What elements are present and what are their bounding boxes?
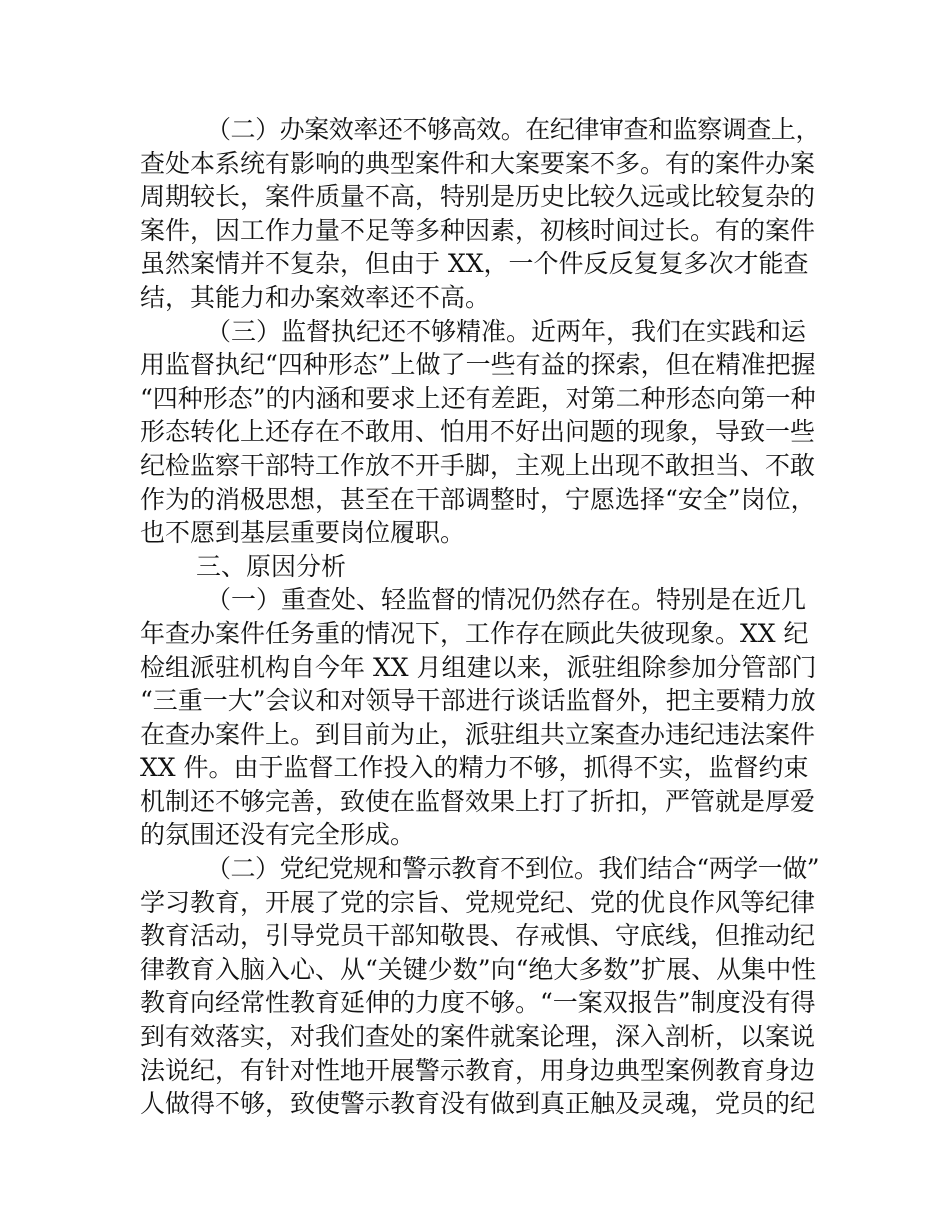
text-line: 学习教育，开展了党的宗旨、党规党纪、党的优良作风等纪律 <box>140 887 816 917</box>
text-line: （二）办案效率还不够高效。在纪律审查和监察调查上， <box>206 115 821 144</box>
text-line: 也不愿到基层重要岗位履职。 <box>140 518 466 548</box>
text-line: 结，其能力和办案效率还不高。 <box>140 282 491 312</box>
text-line: 机制还不够完善，致使在监督效果上打了折扣，严管就是厚爱 <box>140 786 816 816</box>
section-heading: 三、原因分析 <box>196 551 347 581</box>
text-line: “三重一大”会议和对领导干部进行谈话监督外，把主要精力放 <box>140 686 816 716</box>
text-line: （三）监督执纪还不够精准。近两年，我们在实践和运 <box>206 316 807 346</box>
text-line: 人做得不够，致使警示教育没有做到真正触及灵魂，党员的纪 <box>140 1089 816 1119</box>
text-line: 的氛围还没有完全形成。 <box>140 820 416 850</box>
text-line: 教育向经常性教育延伸的力度不够。“一案双报告”制度没有得 <box>140 988 816 1018</box>
text-line: “四种形态”的内涵和要求上还有差距，对第二种形态向第一种 <box>140 383 816 413</box>
text-line: 案件，因工作力量不足等多种因素，初核时间过长。有的案件 <box>140 215 816 245</box>
text-line: 用监督执纪“四种形态”上做了一些有益的探索，但在精准把握 <box>140 350 816 380</box>
text-line: （二）党纪党规和警示教育不到位。我们结合“两学一做” <box>206 854 820 884</box>
text-line: 教育活动，引导党员干部知敬畏、存戒惧、守底线，但推动纪 <box>140 921 816 951</box>
text-line: 周期较长，案件质量不高，特别是历史比较久远或比较复杂的 <box>140 182 816 212</box>
text-line: 年查办案件任务重的情况下，工作存在顾此失彼现象。XX 纪 <box>140 618 809 648</box>
text-line: XX 件。由于监督工作投入的精力不够，抓得不实，监督约束 <box>140 753 809 783</box>
text-line: 到有效落实，对我们查处的案件就案论理，深入剖析，以案说 <box>140 1022 816 1052</box>
text-line: 查处本系统有影响的典型案件和大案要案不多。有的案件办案 <box>140 148 816 178</box>
text-line: 作为的消极思想，甚至在干部调整时，宁愿选择“安全”岗位， <box>140 484 816 514</box>
text-line: （一）重查处、轻监督的情况仍然存在。特别是在近几 <box>206 585 807 615</box>
document-body <box>140 113 820 1121</box>
text-line: 虽然案情并不复杂，但由于 XX，一个件反反复复多次才能查 <box>140 249 809 279</box>
text-line: 法说纪，有针对性地开展警示教育，用身边典型案例教育身边 <box>140 1055 816 1085</box>
text-line: 检组派驻机构自今年 XX 月组建以来，派驻组除参加分管部门 <box>140 652 817 682</box>
text-line: 律教育入脑入心、从“关键少数”向“绝大多数”扩展、从集中性 <box>140 954 817 984</box>
text-line: 纪检监察干部特工作放不开手脚，主观上出现不敢担当、不敢 <box>140 450 816 480</box>
text-line: 在查办案件上。到目前为止，派驻组共立案查办违纪违法案件 <box>140 719 816 749</box>
text-line: 形态转化上还存在不敢用、怕用不好出问题的现象，导致一些 <box>140 417 816 447</box>
